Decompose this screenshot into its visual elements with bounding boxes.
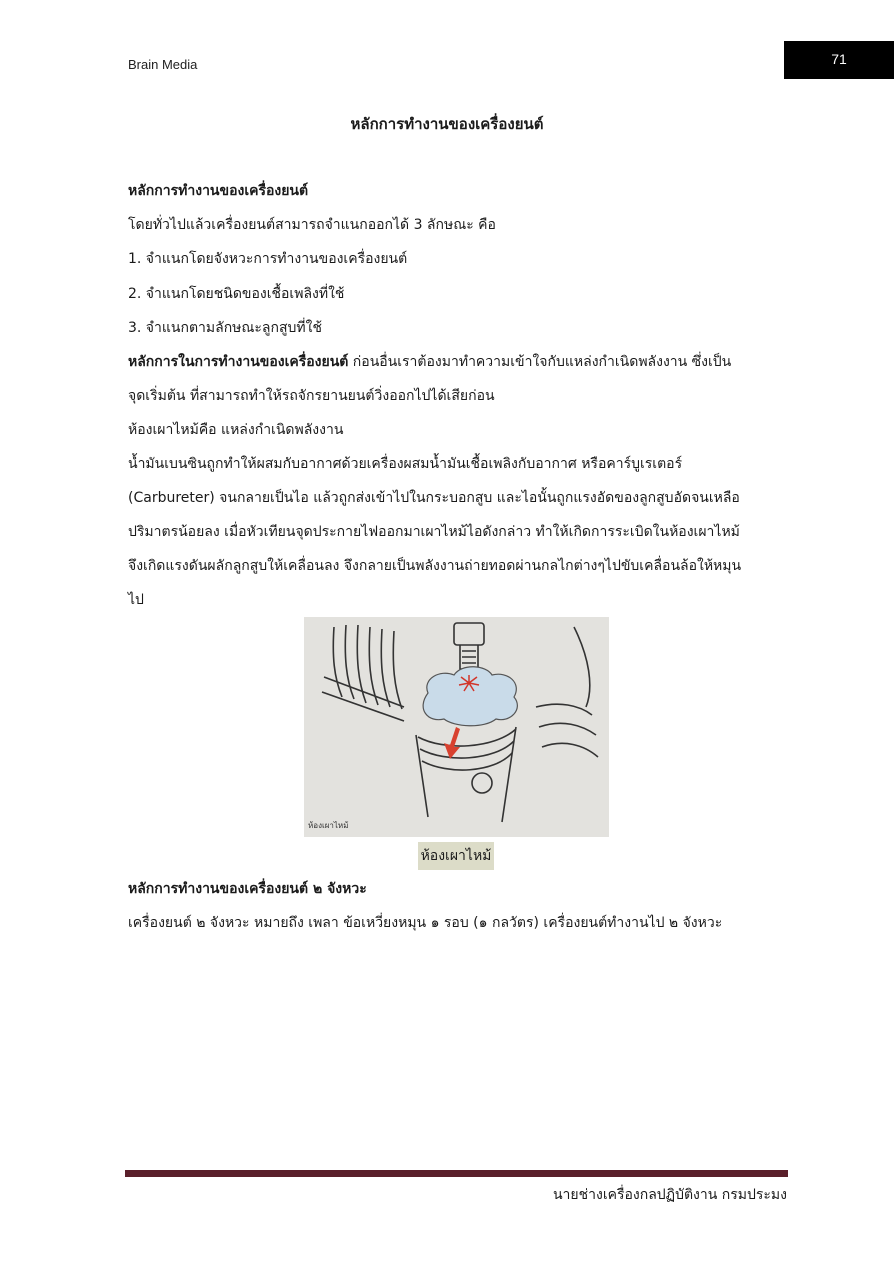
combustion-chamber-illustration [304, 617, 609, 837]
paragraph-line: ปริมาตรน้อยลง เมื่อหัวเทียนจุดประกายไฟออกมาเผาไหม้ไอดังกล่าว ทำให้เกิดการระเบิดในห้องเผาไหม้ [128, 524, 740, 540]
combustion-line: ห้องเผาไหม้คือ แหล่งกำเนิดพลังงาน [128, 422, 344, 438]
paragraph-line: (Carbureter) จนกลายเป็นไอ แล้วถูกส่งเข้าไปในกระบอกสูบ และไอนั้นถูกแรงอัดของลูกสูบอัดจนเหลือ [128, 490, 740, 506]
paragraph-line: น้ำมันเบนซินถูกทำให้ผสมกับอากาศด้วยเครื่องผสมน้ำมันเชื้อเพลิงกับอากาศ หรือคาร์บูเรเตอร์ [128, 456, 683, 472]
list-item: 1. จำแนกโดยจังหวะการทำงานของเครื่องยนต์ [128, 251, 408, 267]
list-item: 3. จำแนกตามลักษณะลูกสูบที่ใช้ [128, 320, 322, 336]
principle-line-2: จุดเริ่มต้น ที่สามารถทำให้รถจักรยานยนต์วิ่งออกไปได้เสียก่อน [128, 388, 495, 404]
principle-text: ก่อนอื่นเราต้องมาทำความเข้าใจกับแหล่งกำเนิดพลังงาน ซึ่งเป็น [348, 354, 732, 370]
piston-drawing [304, 617, 609, 837]
publisher-label: Brain Media [128, 57, 198, 72]
list-item: 2. จำแนกโดยชนิดของเชื้อเพลิงที่ใช้ [128, 286, 345, 302]
footer-divider [125, 1170, 788, 1177]
figure-caption-text: ห้องเผาไหม้ [420, 848, 492, 864]
two-stroke-text: เครื่องยนต์ ๒ จังหวะ หมายถึง เพลา ข้อเหวี่ยงหมุน ๑ รอบ (๑ กลวัตร) เครื่องยนต์ทำงานไป ๒ จังหวะ [128, 915, 723, 931]
page-title: หลักการทำงานของเครื่องยนต์ [350, 115, 544, 133]
paragraph-line: จึงเกิดแรงดันผลักลูกสูบให้เคลื่อนลง จึงกลายเป็นพลังงานถ่ายทอดผ่านกลไกต่างๆไปขับเคลื่อนล้อให้หมุน [128, 558, 742, 574]
paragraph-line: ไป [128, 592, 144, 608]
figure-caption [418, 842, 494, 870]
intro-text: โดยทั่วไปแล้วเครื่องยนต์สามารถจำแนกออกได้ 3 ลักษณะ คือ [128, 217, 496, 233]
footer-text: นายช่างเครื่องกลปฏิบัติงาน กรมประมง [552, 1187, 787, 1203]
figure-inner-label: ห้องเผาไหม้ [308, 821, 349, 830]
principle-heading: หลักการในการทำงานของเครื่องยนต์ [128, 354, 349, 370]
section-heading: หลักการทำงานของเครื่องยนต์ [128, 183, 309, 199]
two-stroke-heading: หลักการทำงานของเครื่องยนต์ ๒ จังหวะ [128, 881, 367, 897]
principle-line [128, 351, 731, 373]
page-number-badge [784, 41, 894, 79]
page-number: 71 [831, 51, 847, 67]
